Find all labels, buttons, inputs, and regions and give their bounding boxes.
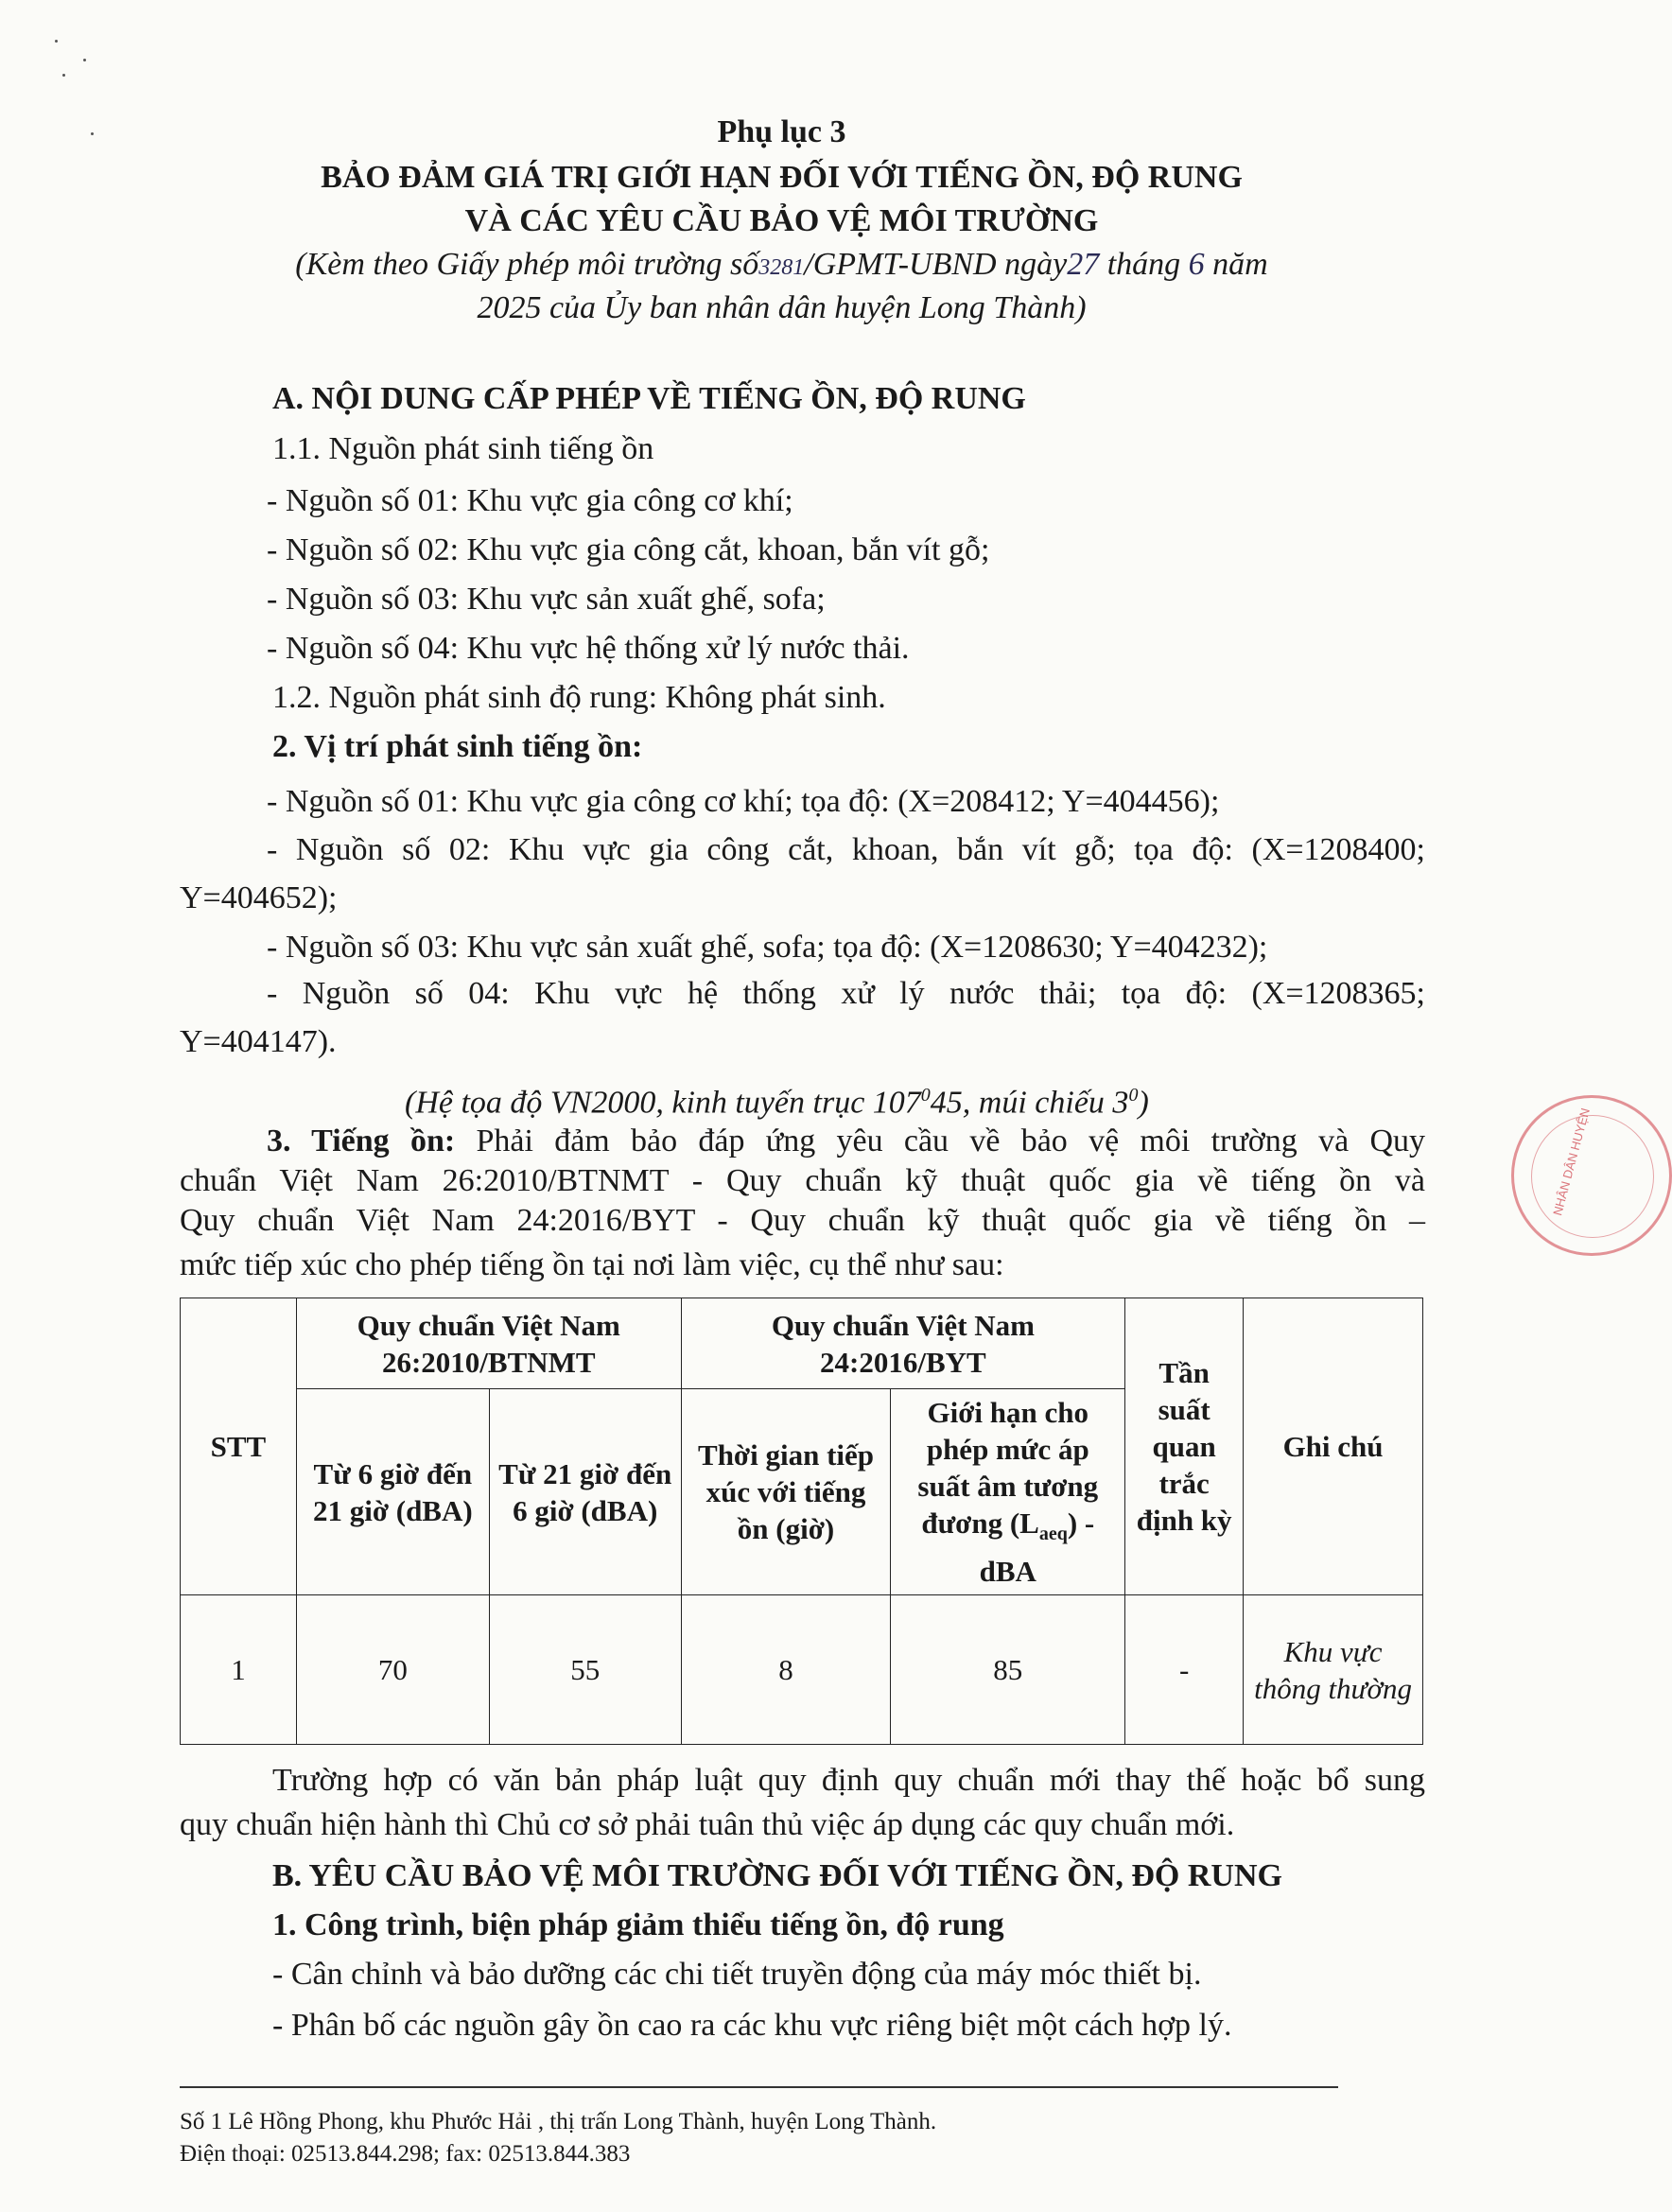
position-source-3: - Nguồn số 03: Khu vực sản xuất ghế, sofa; tọa độ: (X=1208630; Y=404232); <box>267 930 1268 965</box>
position-source-2a: - Nguồn số 02: Khu vực gia công cắt, khoan, bắn vít gỗ; tọa độ: (X=1208400; <box>267 832 1425 867</box>
header-qcvn-26: Quy chuẩn Việt Nam 26:2010/BTNMT <box>296 1298 681 1389</box>
measure-2: - Phân bố các nguồn gây ồn cao ra các khu vực riêng biệt một cách hợp lý. <box>272 2008 1232 2043</box>
appendix-label: Phụ lục 3 <box>717 114 846 149</box>
noise-source-1: - Nguồn số 01: Khu vực gia công cơ khí; <box>267 483 793 518</box>
section-2-heading: 2. Vị trí phát sinh tiếng ồn: <box>272 729 643 764</box>
seal-inner-ring <box>1531 1115 1654 1238</box>
section-b-heading: B. YÊU CẦU BẢO VỆ MÔI TRƯỜNG ĐỐI VỚI TIẾNG ỒN, ĐỘ RUNG <box>272 1858 1282 1893</box>
after-table-line-2: quy chuẩn hiện hành thì Chủ cơ sở phải tuân thủ việc áp dụng các quy chuẩn mới. <box>180 1807 1235 1842</box>
section-3-line-3: Quy chuẩn Việt Nam 24:2016/BYT - Quy chuẩn kỹ thuật quốc gia về tiếng ồn – <box>180 1203 1425 1238</box>
header-laeq-limit: Giới hạn cho phép mức áp suất âm tương đương $(L_{aeq})$ - dBA <box>891 1389 1125 1595</box>
section-1-1: 1.1. Nguồn phát sinh tiếng ồn <box>272 431 654 466</box>
section-3-line-4: mức tiếp xúc cho phép tiếng ồn tại nơi làm việc, cụ thể như sau: <box>180 1247 1004 1282</box>
permit-number: 3281 <box>758 255 805 280</box>
seal-text: NHÂN DÂN HUYỆN <box>1550 1106 1593 1217</box>
permit-month: 6 <box>1188 247 1205 282</box>
header-frequency: Tần suất quan trắc định kỳ <box>1125 1298 1244 1595</box>
section-b-1-heading: 1. Công trình, biện pháp giảm thiểu tiếng ồn, độ rung <box>272 1907 1004 1942</box>
noise-source-4: - Nguồn số 04: Khu vực hệ thống xử lý nước thải. <box>267 631 910 666</box>
permit-day: 27 <box>1067 247 1100 282</box>
header-qcvn-24: Quy chuẩn Việt Nam 24:2016/BYT <box>681 1298 1125 1389</box>
section-a-heading: A. NỘI DUNG CẤP PHÉP VỀ TIẾNG ỒN, ĐỘ RUNG <box>272 381 1026 416</box>
header-exposure-time: Thời gian tiếp xúc với tiếng ồn (giờ) <box>681 1389 891 1595</box>
title-line-1: BẢO ĐẢM GIÁ TRỊ GIỚI HẠN ĐỐI VỚI TIẾNG ỒN, ĐỘ RUNG <box>321 160 1243 195</box>
official-seal-stamp <box>1511 1095 1672 1256</box>
measure-1: - Cân chỉnh và bảo dưỡng các chi tiết truyền động của máy móc thiết bị. <box>272 1957 1202 1992</box>
cell-stt: 1 <box>181 1595 297 1745</box>
cell-day-limit: 70 <box>296 1595 489 1745</box>
noise-source-3: - Nguồn số 03: Khu vực sản xuất ghế, sofa; <box>267 582 826 617</box>
cell-laeq-limit: 85 <box>891 1595 1125 1745</box>
section-3-line-1: 3. Tiếng ồn: Phải đảm bảo đáp ứng yêu cầu về bảo vệ môi trường và Quy <box>267 1123 1425 1158</box>
scan-speck <box>62 74 65 77</box>
section-1-2: 1.2. Nguồn phát sinh độ rung: Không phát sinh. <box>272 680 886 715</box>
position-source-4a: - Nguồn số 04: Khu vực hệ thống xử lý nước thải; tọa độ: (X=1208365; <box>267 976 1425 1011</box>
header-night-limit: Từ 21 giờ đến 6 giờ (dBA) <box>489 1389 681 1595</box>
cell-note: Khu vực thông thường <box>1244 1595 1423 1745</box>
footer-divider <box>180 2086 1338 2088</box>
subtitle-line-1: (Kèm theo Giấy phép môi trường số3281/GPMT-UBND ngày27 tháng 6 năm <box>295 247 1268 282</box>
noise-source-2: - Nguồn số 02: Khu vực gia công cắt, khoan, bắn vít gỗ; <box>267 532 990 567</box>
scan-speck <box>55 40 58 43</box>
footer-address: Số 1 Lê Hồng Phong, khu Phước Hải , thị trấn Long Thành, huyện Long Thành. <box>180 2109 937 2134</box>
position-source-1: - Nguồn số 01: Khu vực gia công cơ khí; tọa độ: (X=208412; Y=404456); <box>267 784 1220 819</box>
scan-speck <box>83 59 86 61</box>
footer-phone: Điện thoại: 02513.844.298; fax: 02513.844.383 <box>180 2141 631 2167</box>
section-3-label: 3. Tiếng ồn: <box>267 1123 456 1158</box>
after-table-line-1: Trường hợp có văn bản pháp luật quy định quy chuẩn mới thay thế hoặc bổ sung <box>272 1763 1425 1798</box>
table-row <box>181 1595 1423 1745</box>
position-source-4b: Y=404147). <box>180 1024 337 1059</box>
header-note: Ghi chú <box>1244 1298 1423 1595</box>
cell-frequency: - <box>1125 1595 1244 1745</box>
title-line-2: VÀ CÁC YÊU CẦU BẢO VỆ MÔI TRƯỜNG <box>464 203 1099 238</box>
cell-exposure-time: 8 <box>681 1595 891 1745</box>
noise-limits-table <box>180 1298 1423 1745</box>
section-3-line-2: chuẩn Việt Nam 26:2010/BTNMT - Quy chuẩn kỹ thuật quốc gia về tiếng ồn và <box>180 1163 1425 1198</box>
position-source-2b: Y=404652); <box>180 880 338 915</box>
cell-night-limit: 55 <box>489 1595 681 1745</box>
coordinate-system-note: (Hệ tọa độ VN2000, kinh tuyến trục $107^045$, múi chiếu $3^0$) <box>405 1085 1149 1121</box>
header-stt: STT <box>181 1298 297 1595</box>
subtitle-line-2: 2025 của Ủy ban nhân dân huyện Long Thành) <box>477 290 1087 325</box>
header-day-limit: Từ 6 giờ đến 21 giờ (dBA) <box>296 1389 489 1595</box>
